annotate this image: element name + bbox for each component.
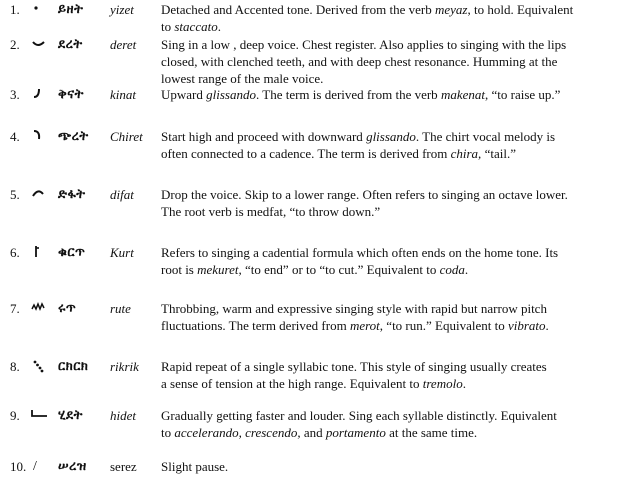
description-line [161,203,613,220]
text-run: . [462,376,466,391]
italic-text: accelerando, crescendo, [174,425,301,440]
entry-description [161,36,613,87]
glossary-entry [0,300,624,333]
description-line [161,317,613,334]
text-run: Refers to singing a cadential formula which often ends on the home tone. Its [161,245,559,260]
arch-mark-icon [31,186,49,202]
glossary-entry [0,358,624,391]
transliterated-term: rikrik [110,359,139,374]
bowl-curve-mark-icon [31,36,49,52]
glossary-entry [0,458,624,474]
italic-text: glissando [366,129,416,144]
ethiopic-term: ርክርክ [58,359,89,374]
description-line [161,128,613,145]
text-run: Slight pause. [161,459,229,474]
text-run: Rapid repeat of a single syllabic tone. This style of singing usually creates [161,359,547,374]
text-run: “tail.” [481,146,516,161]
italic-text: staccato [174,19,218,34]
text-run: Detached and Accented tone. Derived from the verb [161,2,435,17]
glossary-entry [0,1,624,34]
description-line [161,261,613,278]
ethiopic-term: ይዘት [58,2,84,17]
text-run: . [545,318,549,333]
entry-description [161,244,613,278]
text-run: , to hold. Equivalent [467,2,574,17]
entry-description [161,358,613,392]
transliterated-term: deret [110,37,137,52]
ethiopic-term: ቁርጥ [58,245,86,260]
entry-number: 7. [10,301,20,316]
text-run: Sing in a low , deep voice. Chest register. Also applies to singing with the lips [161,37,567,52]
description-line [161,458,613,475]
entry-number: 4. [10,129,20,144]
ethiopic-term: ሠረዝ [58,459,87,474]
ethiopic-term: ቅናት [58,87,84,102]
ethiopic-term: ሩጥ [58,301,77,316]
entry-description [161,86,613,103]
italic-text: meyaz [434,2,468,17]
text-run: to [161,19,175,34]
description-line [161,145,613,162]
italic-text: tremolo [422,376,463,391]
transliterated-term: hidet [110,408,136,423]
text-run: and [300,425,326,440]
description-line [161,53,613,70]
description-line [161,1,613,18]
ethiopic-term: ጭረት [58,129,89,144]
text-run: , “to run.” Equivalent to [379,318,508,333]
text-run: Gradually getting faster and louder. Sing each syllable distinctly. Equivalent [161,408,557,423]
text-run: . [464,262,469,277]
downward-hook-mark-icon [31,128,49,144]
text-run: . The chirt vocal melody is [415,129,556,144]
description-line [161,18,613,35]
text-run: Upward [161,87,207,102]
description-line [161,407,613,424]
transliterated-term: kinat [110,87,136,102]
transliterated-term: Kurt [110,245,134,260]
description-line [161,358,613,375]
text-run: Throbbing, warm and expressive singing style with rapid but narrow pitch [161,301,547,316]
text-run: The root verb is medfat, “to throw down.” [161,204,381,219]
entry-number: 8. [10,359,20,374]
text-run: often connected to a cadence. The term is derived from [161,146,451,161]
entry-description [161,300,613,334]
corner-line-mark-icon [31,407,49,423]
glossary-entry [0,244,624,277]
dot-mark-icon [31,1,49,17]
entry-description [161,186,613,220]
description-line [161,36,613,53]
entry-number: 3. [10,87,20,102]
description-line [161,300,613,317]
description-line [161,70,613,87]
glossary-entry [0,86,624,102]
text-run: Drop the voice. Skip to a lower range. Often refers to singing an octave lower. [161,187,568,202]
transliterated-term: difat [110,187,134,202]
ethiopic-term: ሂደት [58,408,83,423]
italic-text: vibrato [507,318,546,333]
entry-description [161,1,613,35]
glossary-entry [0,36,624,86]
entry-number: 10. [10,459,27,474]
italic-text: glissando [206,87,256,102]
transliterated-term: rute [110,301,131,316]
description-line [161,244,613,261]
upward-hook-mark-icon [31,86,49,102]
glossary-entry [0,128,624,161]
slash-mark-icon: / [33,459,37,474]
diagonal-dots-mark-icon [31,358,49,374]
wave-mark-icon [31,300,49,316]
ethiopic-term: ድፋት [58,187,86,202]
entry-number: 6. [10,245,20,260]
text-run: , “to raise up.” [484,87,561,102]
entry-description [161,458,613,475]
glossary-entry [0,407,624,440]
description-line [161,86,613,103]
italic-text: merot [349,318,380,333]
description-line [161,375,613,392]
transliterated-term: yizet [110,2,134,17]
italic-text: chira, [450,146,482,161]
entry-description [161,407,613,441]
ethiopic-term: ደረት [58,37,83,52]
transliterated-term: serez [110,459,137,474]
text-run: “to end” or to “to cut.” Equivalent to [241,262,440,277]
text-run: . [217,19,221,34]
italic-text: makenat [440,87,485,102]
dagger-mark-icon [31,244,49,260]
transliterated-term: Chiret [110,129,143,144]
italic-text: portamento [325,425,386,440]
text-run: a sense of tension at the high range. Equivalent to [161,376,423,391]
text-run: . The term is derived from the verb [255,87,441,102]
entry-number: 2. [10,37,20,52]
entry-number: 1. [10,2,20,17]
glossary-entry [0,186,624,219]
text-run: root is [161,262,198,277]
description-line [161,186,613,203]
text-run: closed, with clenched teeth, and with deep chest resonance. Humming at the [161,54,558,69]
text-run: to [161,425,175,440]
entry-number: 9. [10,408,20,423]
text-run: Start high and proceed with downward [161,129,367,144]
text-run: at the same time. [385,425,478,440]
text-run: fluctuations. The term derived from [161,318,350,333]
italic-text: mekuret, [197,262,242,277]
entry-description [161,128,613,162]
description-line [161,424,613,441]
entry-number: 5. [10,187,20,202]
text-run: lowest range of the male voice. [161,71,324,86]
italic-text: coda [439,262,465,277]
